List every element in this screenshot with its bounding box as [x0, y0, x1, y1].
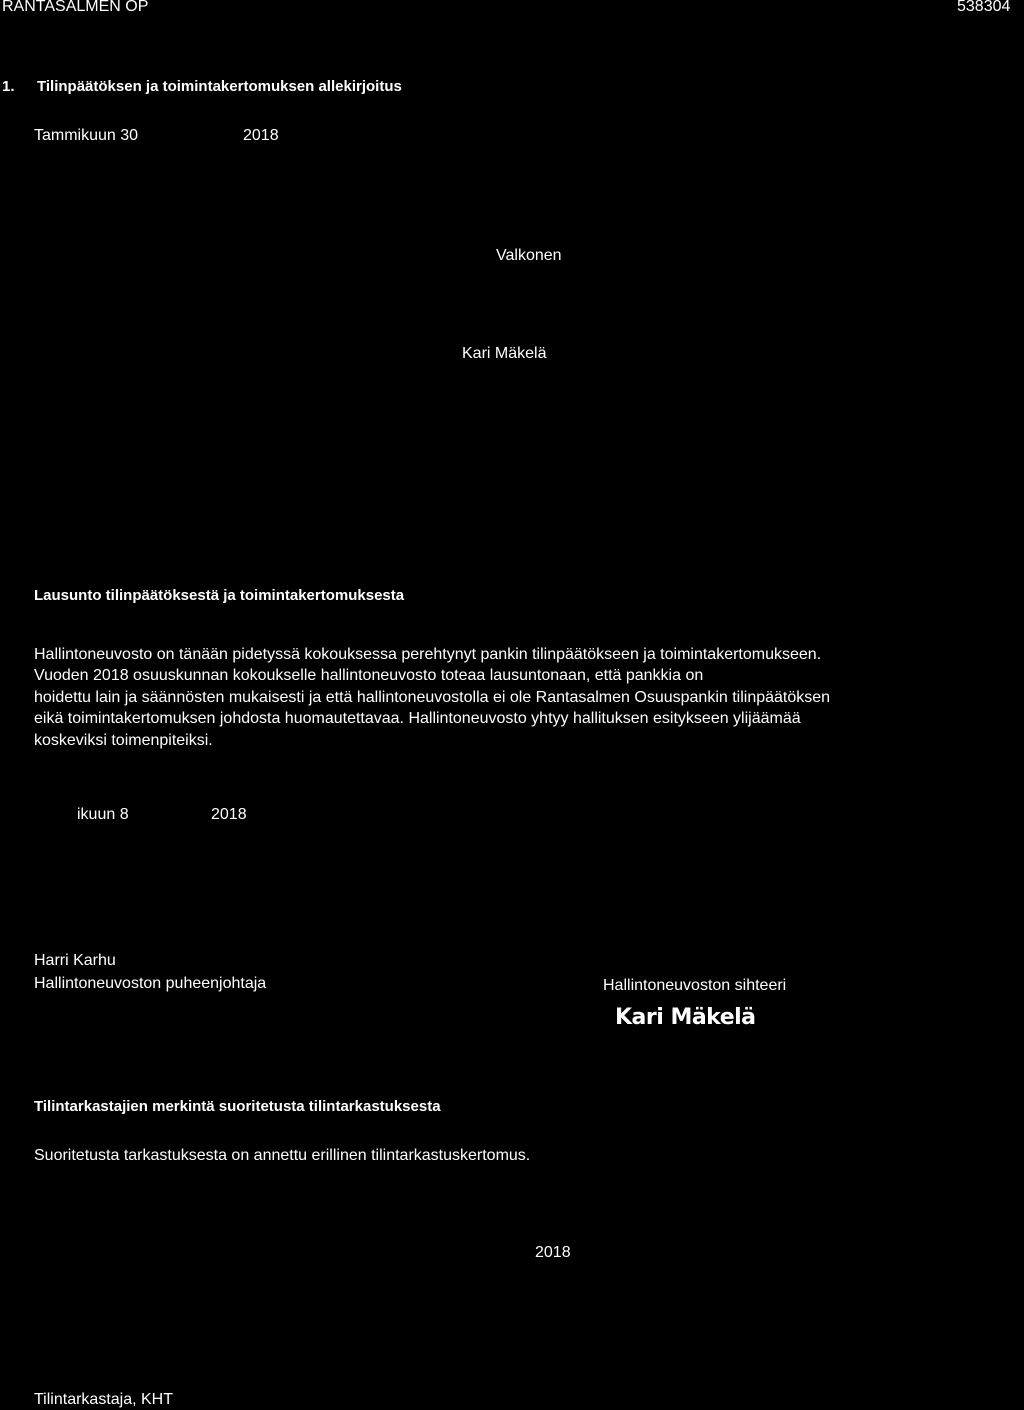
secretary-title: Hallintoneuvoston sihteeri: [603, 977, 787, 994]
audit-text: Suoritetusta tarkastuksesta on annettu erillinen tilintarkastuskertomus.: [34, 1147, 531, 1164]
statement-line: eikä toimintakertomuksen johdosta huomautettavaa. Hallintoneuvosto yhtyy hallituksen esitykseen ylijäämää: [34, 710, 801, 728]
secretary-signature-stamp: Kari Mäkelä: [615, 1005, 756, 1030]
statement-paragraph: [34, 644, 830, 751]
statement-line: Vuoden 2018 osuuskunnan kokoukselle hallintoneuvosto toteaa lausuntonaan, että pankkia on: [34, 667, 704, 685]
header-code: 538304: [957, 0, 1011, 15]
section-title: Tilinpäätöksen ja toimintakertomuksen allekirjoitus: [37, 78, 402, 95]
audit-title: Tilintarkastajien merkintä suoritetusta tilintarkastuksesta: [34, 1098, 441, 1115]
section-number: 1.: [2, 78, 15, 95]
chair-title: Hallintoneuvoston puheenjohtaja: [34, 975, 267, 992]
statement-title: Lausunto tilinpäätöksestä ja toimintakertomuksesta: [34, 587, 405, 604]
statement-date-year: 2018: [211, 806, 247, 823]
statement-line: hoidettu lain ja säännösten mukaisesti ja että hallintoneuvostolla ei ole Rantasalmen Osuuspankin tilinpäätöksen: [34, 688, 831, 706]
signing-date-day: Tammikuun 30: [34, 127, 139, 144]
chair-name: Harri Karhu: [34, 952, 116, 969]
signing-date-year: 2018: [243, 127, 279, 144]
signer-name-makela: Kari Mäkelä: [462, 345, 547, 362]
audit-date-year: 2018: [535, 1244, 571, 1261]
statement-line: koskeviksi toimenpiteiksi.: [34, 731, 213, 749]
statement-line: Hallintoneuvosto on tänään pidetyssä kokouksessa perehtynyt pankin tilinpäätökseen ja toimintakertomukseen.: [34, 646, 822, 663]
signer-name-valkonen: Valkonen: [496, 247, 562, 264]
auditor-title: Tilintarkastaja, KHT: [34, 1391, 173, 1408]
header-organization: RANTASALMEN OP: [2, 0, 149, 15]
statement-date-day: ikuun 8: [77, 806, 129, 823]
